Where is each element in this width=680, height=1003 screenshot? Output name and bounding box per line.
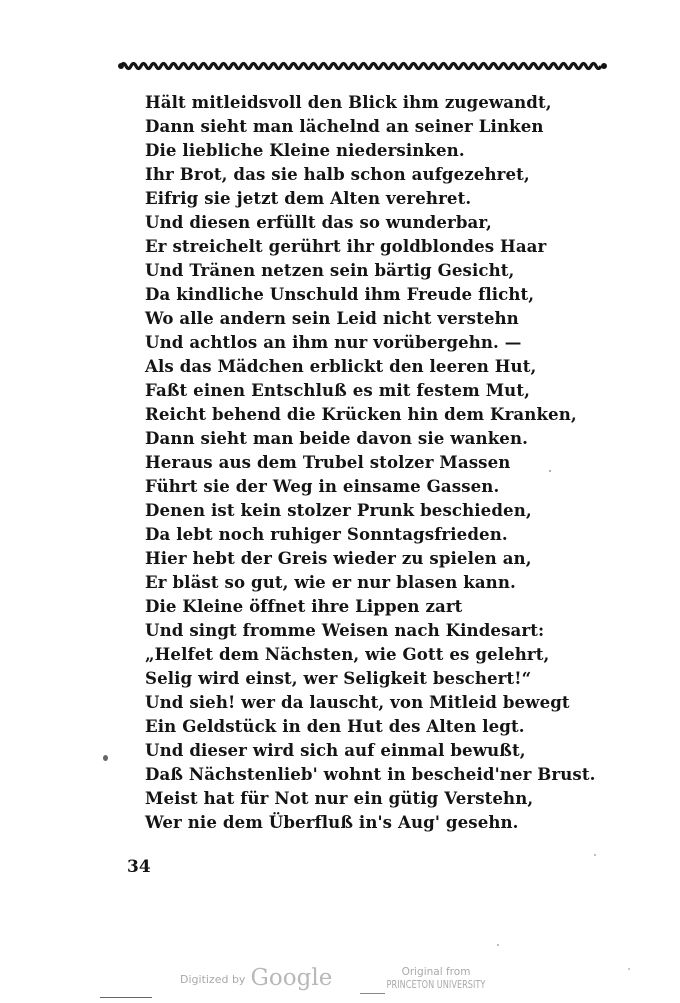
poem-line: Führt sie der Weg in einsame Gassen. — [145, 476, 500, 496]
poem-line: Wer nie dem Überfluß in's Aug' gesehn. — [145, 812, 519, 832]
poem-line: Eifrig sie jetzt dem Alten verehret. — [145, 188, 472, 208]
poem-line: Faßt einen Entschluß es mit festem Mut, — [145, 380, 530, 400]
digitized-by-watermark — [180, 965, 332, 995]
ink-speck — [594, 854, 596, 856]
poem-line: Ein Geldstück in den Hut des Alten legt. — [145, 716, 525, 736]
poem-line: Ihr Brot, das sie halb schon aufgezehret, — [145, 164, 530, 184]
poem-line: Die Kleine öffnet ihre Lippen zart — [145, 596, 463, 616]
poem-line: „Helfet dem Nächsten, wie Gott es gelehrt, — [145, 644, 550, 664]
poem-line: Die liebliche Kleine niedersinken. — [145, 140, 465, 160]
poem-line: Dann sieht man lächelnd an seiner Linken — [145, 116, 544, 136]
ink-speck — [549, 470, 551, 472]
poem-text — [145, 90, 615, 834]
scan-edge-rule — [100, 997, 152, 998]
poem-line: Hier hebt der Greis wieder zu spielen an, — [145, 548, 532, 568]
google-logo: Google — [250, 965, 333, 991]
decorative-ornament-rule — [118, 59, 608, 73]
original-from-label: Original from — [401, 966, 471, 978]
ink-speck — [103, 755, 108, 761]
poem-line: Da kindliche Unschuld ihm Freude flicht, — [145, 284, 535, 304]
poem-line: Denen ist kein stolzer Prunk beschieden, — [145, 500, 532, 520]
poem-line: Selig wird einst, wer Seligkeit beschert!“ — [145, 668, 532, 688]
poem-line: Und achtlos an ihm nur vorübergehn. — — [145, 332, 522, 352]
university-label: PRINCETON UNIVERSITY — [386, 979, 486, 991]
poem-line: Reicht behend die Krücken hin dem Kranken, — [145, 404, 577, 424]
poem-line: Und Tränen netzen sein bärtig Gesicht, — [145, 260, 515, 280]
poem-line: Und diesen erfüllt das so wunderbar, — [145, 212, 492, 232]
poem-line: Heraus aus dem Trubel stolzer Massen — [145, 452, 511, 472]
page-number: 34 — [127, 857, 151, 877]
scan-edge-rule — [360, 993, 385, 994]
poem-line: Hält mitleidsvoll den Blick ihm zugewandt, — [145, 92, 552, 112]
poem-line: Da lebt noch ruhiger Sonntagsfrieden. — [145, 524, 508, 544]
original-from-watermark — [372, 966, 500, 992]
ink-speck — [497, 944, 499, 946]
poem-line: Er streichelt gerührt ihr goldblondes Haar — [145, 236, 547, 256]
poem-line: Und sieh! wer da lauscht, von Mitleid bewegt — [145, 692, 570, 712]
poem-line: Meist hat für Not nur ein gütig Verstehn, — [145, 788, 534, 808]
poem-line: Und dieser wird sich auf einmal bewußt, — [145, 740, 526, 760]
ink-speck — [628, 968, 630, 970]
poem-line: Wo alle andern sein Leid nicht verstehn — [145, 308, 519, 328]
poem-line: Daß Nächstenlieb' wohnt in bescheid'ner Brust. — [145, 764, 596, 784]
poem-line: Er bläst so gut, wie er nur blasen kann. — [145, 572, 516, 592]
digitized-by-label: Digitized by — [180, 973, 246, 986]
poem-line: Als das Mädchen erblickt den leeren Hut, — [145, 356, 537, 376]
poem-line: Dann sieht man beide davon sie wanken. — [145, 428, 528, 448]
poem-line: Und singt fromme Weisen nach Kindesart: — [145, 620, 545, 640]
